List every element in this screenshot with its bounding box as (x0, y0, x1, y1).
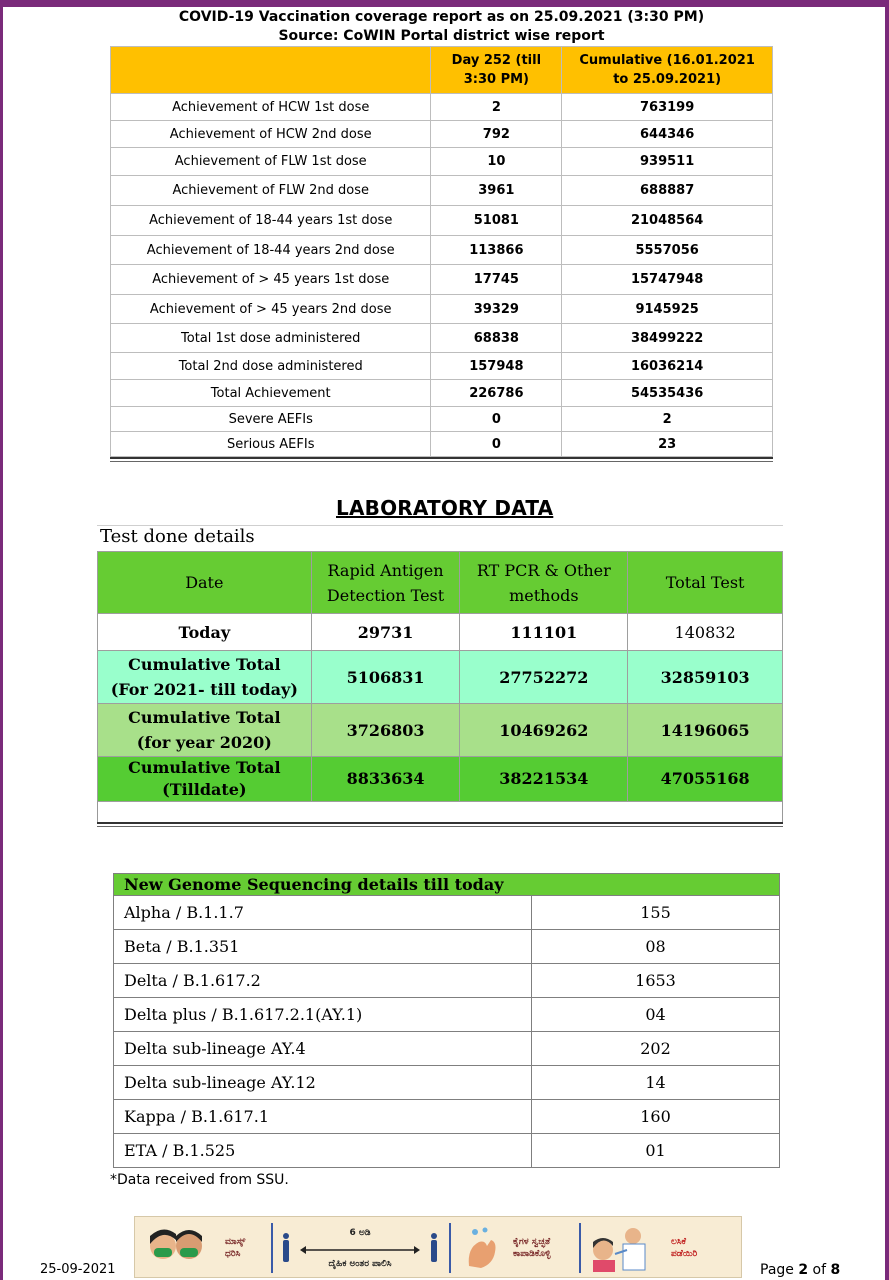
lab-row-rtpcr: 111101 (460, 614, 628, 651)
lab-table (97, 551, 783, 802)
row-cumulative: 16036214 (562, 353, 773, 380)
vaccination-header-row (111, 47, 773, 94)
row-label: Total 2nd dose administered (111, 353, 431, 380)
table-row (114, 896, 780, 930)
lab-header-row (98, 552, 783, 614)
table-row (111, 380, 773, 407)
table-row (111, 407, 773, 432)
row-day: 0 (431, 407, 562, 432)
footer-date: 25-09-2021 (40, 1262, 116, 1277)
vaccination-table (110, 46, 773, 457)
lab-row-label: Today (98, 614, 312, 651)
lab-left-rule (97, 800, 98, 824)
table-row (114, 1134, 780, 1168)
lab-right-rule (782, 800, 783, 824)
mask-text-line1: ಮಾಸ್ಕ್ (225, 1237, 246, 1247)
person-icon (281, 1233, 291, 1263)
banner-divider (579, 1223, 581, 1273)
page-prefix: Page (760, 1262, 799, 1278)
row-label: Achievement of 18-44 years 1st dose (111, 206, 431, 236)
row-day: 226786 (431, 380, 562, 407)
mask-text-line2: ಧರಿಸಿ (225, 1249, 241, 1259)
lab-subtitle: Test done details (100, 526, 255, 547)
row-cumulative: 9145925 (562, 295, 773, 324)
table-row (111, 353, 773, 380)
row-cumulative: 5557056 (562, 236, 773, 265)
row-day: 51081 (431, 206, 562, 236)
genome-variant: Alpha / B.1.1.7 (114, 896, 532, 930)
distance-text: ದೈಹಿಕ ಅಂತರ ಪಾಲಿಸಿ (328, 1258, 392, 1269)
table-row (111, 432, 773, 457)
genome-variant: Beta / B.1.351 (114, 930, 532, 964)
page-total: 8 (830, 1262, 841, 1278)
page-frame-left (0, 0, 3, 1280)
lab-row-label (98, 757, 312, 802)
lab-row-label-line1: Cumulative Total (128, 655, 281, 674)
table-row (111, 176, 773, 206)
handwash-text-line2: ಕಾಪಾಡಿಕೊಳ್ಳಿ (513, 1249, 551, 1259)
header-cum-line2: to 25.09.2021) (613, 72, 722, 87)
distance-segment (281, 1223, 439, 1273)
lab-header-rtpcr-line2: methods (509, 585, 579, 605)
lab-header-rtpcr (460, 552, 628, 614)
lab-row-total: 32859103 (628, 651, 783, 704)
lab-header-rat-line1: Rapid Antigen (327, 560, 444, 580)
row-label: Severe AEFIs (111, 407, 431, 432)
lab-header-rtpcr-line1: RT PCR & Other (476, 560, 611, 580)
vaccination-header-cumulative (562, 47, 773, 94)
lab-row-rtpcr: 38221534 (460, 757, 628, 802)
vaccine-segment (587, 1223, 697, 1273)
row-label: Total 1st dose administered (111, 324, 431, 353)
row-day: 68838 (431, 324, 562, 353)
row-label: Achievement of 18-44 years 2nd dose (111, 236, 431, 265)
lab-row-label (98, 651, 312, 704)
table-row (111, 265, 773, 295)
lab-row-total: 140832 (628, 614, 783, 651)
table-row (114, 1066, 780, 1100)
lab-row-label-line1: Cumulative Total (128, 758, 281, 777)
row-cumulative: 763199 (562, 94, 773, 121)
table-row (114, 1032, 780, 1066)
vaccination-icon (587, 1224, 653, 1272)
footer-page-number (760, 1262, 840, 1278)
health-advisory-banner (134, 1216, 742, 1278)
vaccination-header-day (431, 47, 562, 94)
lab-row-label-line2: (Tilldate) (162, 780, 247, 799)
mask-segment (145, 1223, 245, 1273)
lab-row-rat: 3726803 (311, 704, 460, 757)
person-icon (429, 1233, 439, 1263)
handwash-text-line1: ಕೈಗಳ ಸ್ವಚ್ಛತೆ (513, 1237, 551, 1247)
row-day: 17745 (431, 265, 562, 295)
header-day-line2: 3:30 PM) (463, 72, 529, 87)
vaccination-title-line2: Source: CoWIN Portal district wise report (278, 28, 605, 44)
row-cumulative: 2 (562, 407, 773, 432)
row-label: Achievement of HCW 1st dose (111, 94, 431, 121)
table-row (111, 94, 773, 121)
lab-bottom-rule (97, 822, 783, 827)
banner-divider (271, 1223, 273, 1273)
handwash-segment (461, 1223, 550, 1273)
row-day: 792 (431, 121, 562, 148)
genome-header-row (114, 874, 780, 896)
row-label: Achievement of > 45 years 2nd dose (111, 295, 431, 324)
row-cumulative: 15747948 (562, 265, 773, 295)
genome-source-note: *Data received from SSU. (110, 1172, 289, 1188)
lab-header-date: Date (98, 552, 312, 614)
lab-row-rat: 29731 (311, 614, 460, 651)
page-frame-top (0, 0, 889, 7)
vaccination-bottom-rule (110, 457, 773, 462)
row-label: Total Achievement (111, 380, 431, 407)
row-cumulative: 23 (562, 432, 773, 457)
genome-count: 1653 (532, 964, 780, 998)
genome-variant: ETA / B.1.525 (114, 1134, 532, 1168)
row-day: 2 (431, 94, 562, 121)
table-row (114, 1100, 780, 1134)
lab-row-total: 47055168 (628, 757, 783, 802)
handwash-text (513, 1236, 550, 1260)
row-cumulative: 21048564 (562, 206, 773, 236)
row-label: Achievement of FLW 1st dose (111, 148, 431, 176)
row-label: Serious AEFIs (111, 432, 431, 457)
genome-title: New Genome Sequencing details till today (114, 874, 780, 896)
header-cum-line1: Cumulative (16.01.2021 (579, 53, 755, 68)
genome-variant: Delta sub-lineage AY.4 (114, 1032, 532, 1066)
table-row (111, 324, 773, 353)
row-day: 0 (431, 432, 562, 457)
header-day-line1: Day 252 (till (451, 53, 542, 68)
row-label: Achievement of HCW 2nd dose (111, 121, 431, 148)
table-row (98, 704, 783, 757)
lab-header-rat (311, 552, 460, 614)
genome-count: 14 (532, 1066, 780, 1100)
lab-row-label-line2: (for year 2020) (136, 733, 272, 752)
genome-count: 202 (532, 1032, 780, 1066)
row-day: 39329 (431, 295, 562, 324)
genome-count: 155 (532, 896, 780, 930)
lab-header-total: Total Test (628, 552, 783, 614)
table-row (111, 295, 773, 324)
distance-info (295, 1227, 425, 1270)
vaccination-title-line1: COVID-19 Vaccination coverage report as on 25.09.2021 (3:30 PM) (178, 9, 705, 25)
vaccination-title (110, 8, 773, 46)
lab-row-total: 14196065 (628, 704, 783, 757)
lab-row-rat: 8833634 (311, 757, 460, 802)
genome-table (113, 873, 780, 1168)
vaccination-header-blank (111, 47, 431, 94)
row-label: Achievement of FLW 2nd dose (111, 176, 431, 206)
genome-variant: Delta plus / B.1.617.2.1(AY.1) (114, 998, 532, 1032)
mask-text (225, 1236, 245, 1260)
row-cumulative: 54535436 (562, 380, 773, 407)
vaccine-text (671, 1236, 697, 1260)
genome-variant: Delta sub-lineage AY.12 (114, 1066, 532, 1100)
table-row (114, 964, 780, 998)
page-of: of (808, 1262, 831, 1278)
lab-row-label-line1: Cumulative Total (128, 708, 281, 727)
page-current: 2 (798, 1262, 809, 1278)
table-row (111, 206, 773, 236)
page-frame-right (885, 0, 889, 1280)
lab-title: LABORATORY DATA (336, 496, 554, 520)
lab-row-rat: 5106831 (311, 651, 460, 704)
lab-row-label-line2: (For 2021- till today) (110, 680, 298, 699)
table-row (98, 614, 783, 651)
genome-count: 01 (532, 1134, 780, 1168)
lab-row-rtpcr: 27752272 (460, 651, 628, 704)
double-arrow-icon (300, 1246, 420, 1254)
table-row (111, 148, 773, 176)
row-day: 10 (431, 148, 562, 176)
genome-variant: Delta / B.1.617.2 (114, 964, 532, 998)
row-label: Achievement of > 45 years 1st dose (111, 265, 431, 295)
lab-header-rat-line2: Detection Test (326, 585, 445, 605)
table-row (111, 121, 773, 148)
genome-count: 160 (532, 1100, 780, 1134)
handwash-icon (461, 1226, 505, 1270)
table-row (111, 236, 773, 265)
lab-row-rtpcr: 10469262 (460, 704, 628, 757)
table-row (114, 930, 780, 964)
row-cumulative: 38499222 (562, 324, 773, 353)
genome-count: 04 (532, 998, 780, 1032)
row-day: 113866 (431, 236, 562, 265)
genome-count: 08 (532, 930, 780, 964)
row-day: 157948 (431, 353, 562, 380)
row-day: 3961 (431, 176, 562, 206)
genome-variant: Kappa / B.1.617.1 (114, 1100, 532, 1134)
vaccine-text-line2: ಪಡೆಯಿರಿ (671, 1249, 698, 1259)
distance-value: 6 ಅಡಿ (349, 1227, 371, 1238)
lab-row-label (98, 704, 312, 757)
row-cumulative: 939511 (562, 148, 773, 176)
table-row (98, 651, 783, 704)
vaccine-text-line1: ಲಸಿಕೆ (671, 1237, 687, 1247)
banner-divider (449, 1223, 451, 1273)
row-cumulative: 688887 (562, 176, 773, 206)
table-row (114, 998, 780, 1032)
mask-faces-icon (145, 1226, 209, 1270)
row-cumulative: 644346 (562, 121, 773, 148)
table-row (98, 757, 783, 802)
